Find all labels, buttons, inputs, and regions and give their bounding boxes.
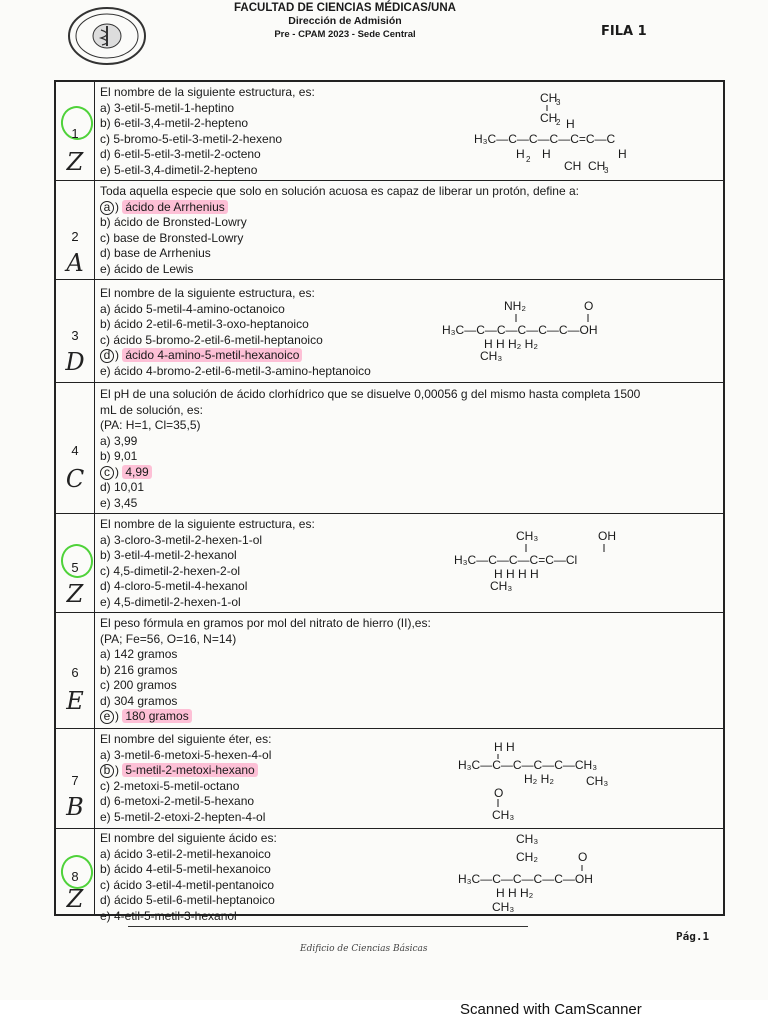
- question-row-2: [56, 180, 723, 279]
- option: e) 5-etil-3,4-dimetil-2-hepteno: [100, 162, 258, 177]
- option: b) 6-etil-3,4-metil-2-hepteno: [100, 116, 249, 130]
- chem-label: H: [566, 117, 575, 131]
- highlighted-answer: 4,99: [122, 465, 151, 479]
- course-title: Pre - CPAM 2023 - Sede Central: [274, 29, 416, 40]
- option: d) 6-etil-5-etil-3-metil-2-octeno: [100, 147, 261, 161]
- chem-main-chain: H₃C—C—C—C—C=C—C: [474, 132, 616, 146]
- question-row-1: [56, 82, 723, 180]
- question-stem: El nombre de la siguiente estructura, es:: [100, 517, 315, 531]
- chem-label: H: [542, 147, 551, 161]
- option: c) ácido 3-etil-4-metil-pentanoico: [100, 877, 275, 892]
- structure-diagram-5: [448, 528, 648, 598]
- question-row-7: [56, 728, 723, 828]
- option: d) base de Arrhenius: [100, 246, 211, 260]
- option-selected: d ) ácido 4-amino-5-metil-hexanoico: [100, 348, 371, 364]
- option: b) ácido 2-etil-6-metil-3-oxo-heptanoico: [100, 317, 309, 331]
- question-stem: El pH de una solución de ácido clorhídrico que se disuelve 0,00056 g del mismo hasta completa 1500: [100, 387, 641, 401]
- option: c) 4,5-dimetil-2-hexen-2-ol: [100, 563, 241, 578]
- question-stem-3: (PA: H=1, Cl=35,5): [100, 418, 201, 432]
- chem-label: 2: [526, 155, 531, 164]
- question-number: 7: [71, 773, 79, 788]
- chem-label: H H H₂: [496, 886, 534, 900]
- chem-label: H: [618, 147, 627, 161]
- structure-diagram-3: [436, 296, 656, 366]
- highlighted-answer: 5-metil-2-metoxi-hexano: [122, 763, 257, 777]
- highlighted-answer: ácido de Arrhenius: [122, 200, 227, 214]
- chem-label: CH₃: [516, 529, 539, 543]
- chem-label: 3: [556, 98, 561, 107]
- option: b) ácido de Bronsted-Lowry: [100, 215, 247, 229]
- option: a) ácido 5-metil-4-amino-octanoico: [100, 301, 285, 316]
- option: d) 6-metoxi-2-metil-5-hexano: [100, 794, 255, 808]
- handwritten-answer: C: [65, 465, 85, 493]
- option-selected: e ) 180 gramos: [100, 709, 431, 725]
- question-stem-2: (PA; Fe=56, O=16, N=14): [100, 631, 237, 646]
- option: d) 304 gramos: [100, 693, 178, 708]
- question-row-3: [56, 279, 723, 382]
- option: d) ácido 5-etil-6-metil-heptanoico: [100, 893, 275, 907]
- question-stem: El nombre del siguiente ácido es:: [100, 831, 277, 845]
- chem-label: CH: [564, 159, 582, 173]
- option: a) 142 gramos: [100, 647, 178, 661]
- option: d) 10,01: [100, 480, 145, 494]
- chem-label: H: [516, 147, 525, 161]
- question-body: [100, 286, 371, 379]
- chem-label: OH: [598, 529, 616, 543]
- answer-circle: e: [100, 710, 114, 724]
- option: a) 3-metil-6-metoxi-5-hexen-4-ol: [100, 747, 272, 762]
- chem-label: H₂ H₂: [524, 772, 554, 786]
- chem-label: O: [584, 299, 594, 313]
- chem-label: CH: [540, 111, 558, 125]
- option: e) 5-metil-2-etoxi-2-hepten-4-ol: [100, 809, 266, 824]
- option: a) 3,99: [100, 433, 138, 448]
- option: a) ácido 3-etil-2-metil-hexanoico: [100, 846, 271, 861]
- structure-diagram-8: [452, 831, 672, 915]
- option: b) 9,01: [100, 449, 138, 463]
- question-body: [100, 517, 315, 610]
- option: e) ácido 4-bromo-2-etil-6-metil-3-amino-heptanoico: [100, 363, 371, 378]
- handwritten-answer: Z: [66, 885, 84, 913]
- question-body: [100, 184, 579, 277]
- option: b) ácido 4-etil-5-metil-hexanoico: [100, 862, 271, 876]
- building-name: Edificio de Ciencias Básicas: [300, 944, 428, 954]
- option: b) 3-etil-4-metil-2-hexanol: [100, 548, 237, 562]
- footer-divider: [128, 926, 528, 927]
- question-stem: El nombre de la siguiente estructura, es:: [100, 85, 315, 99]
- option: c) 200 gramos: [100, 678, 177, 692]
- highlighted-answer: ácido 4-amino-5-metil-hexanoico: [122, 348, 302, 362]
- option: e) ácido de Lewis: [100, 261, 194, 276]
- question-body: [100, 85, 315, 178]
- option-selected: c ) 4,99: [100, 465, 640, 481]
- option-selected: a ) ácido de Arrhenius: [100, 200, 579, 216]
- option: a) 3-cloro-3-metil-2-hexen-1-ol: [100, 532, 263, 547]
- chem-label: CH: [588, 159, 606, 173]
- chem-label: H H H₂ H₂: [484, 337, 538, 351]
- structure-diagram-1: [468, 88, 688, 174]
- answer-circle: c: [100, 466, 114, 480]
- question-row-8: [56, 828, 723, 923]
- question-row-6: [56, 612, 723, 728]
- option: d) 4-cloro-5-metil-4-hexanol: [100, 579, 248, 593]
- row-label: FILA 1: [601, 24, 647, 39]
- question-stem-2: mL de solución, es:: [100, 402, 203, 417]
- chem-label: CH₃: [492, 900, 515, 914]
- option: b) 216 gramos: [100, 662, 178, 677]
- page-number: Pág.1: [676, 930, 710, 943]
- university-seal-logo: [64, 4, 150, 68]
- faculty-title: FACULTAD DE CIENCIAS MÉDICAS/UNA: [234, 2, 456, 14]
- chem-label: CH₃: [586, 774, 609, 788]
- chem-main-chain: H₃C—C—C—C=C—Cl: [454, 553, 578, 567]
- question-row-4: [56, 382, 723, 513]
- scanner-watermark: Scanned with CamScanner: [460, 1001, 642, 1018]
- chem-label: CH₃: [516, 832, 539, 846]
- question-number: 3: [71, 328, 79, 343]
- exam-header: [230, 2, 460, 41]
- answer-circle: a: [100, 201, 114, 215]
- question-number: 8: [71, 869, 79, 884]
- option: c) 2-metoxi-5-metil-octano: [100, 778, 240, 793]
- question-stem: El nombre de la siguiente estructura, es:: [100, 286, 315, 300]
- handwritten-answer: Z: [66, 148, 84, 176]
- chem-label: NH₂: [504, 299, 526, 313]
- option: e) 4-etil-5-metil-3-hexanol: [100, 908, 237, 923]
- highlighted-answer: 180 gramos: [122, 709, 191, 723]
- answer-circle: b: [100, 764, 114, 778]
- chem-main-chain: H₃C—C—C—C—C—C—OH: [442, 323, 598, 337]
- chem-label: CH₃: [480, 349, 503, 363]
- answer-circle: d: [100, 349, 114, 363]
- question-body: [100, 831, 277, 924]
- handwritten-answer: E: [66, 687, 84, 715]
- question-stem: El nombre del siguiente éter, es:: [100, 732, 272, 746]
- handwritten-answer: A: [66, 249, 84, 277]
- handwritten-answer: B: [66, 793, 84, 821]
- chem-main-chain: H₃C—C—C—C—C—CH₃: [458, 758, 598, 772]
- structure-diagram-7: [452, 739, 652, 823]
- option-selected: b ) 5-metil-2-metoxi-hexano: [100, 763, 271, 779]
- option: c) base de Bronsted-Lowry: [100, 230, 244, 245]
- chem-label: 2: [556, 118, 561, 127]
- handwritten-answer: Z: [66, 580, 84, 608]
- chem-label: H H H H: [494, 567, 539, 581]
- chem-label: O: [494, 786, 504, 800]
- question-row-5: [56, 513, 723, 612]
- chem-label: CH₂: [516, 850, 538, 864]
- question-number: 5: [71, 560, 79, 575]
- chem-label: CH: [540, 91, 558, 105]
- question-body: [100, 732, 271, 825]
- option: c) ácido 5-bromo-2-etil-6-metil-heptanoico: [100, 332, 323, 347]
- question-number: 6: [71, 665, 79, 680]
- chem-label: O: [578, 850, 588, 864]
- option: e) 4,5-dimetil-2-hexen-1-ol: [100, 594, 241, 609]
- question-body: [100, 387, 640, 511]
- chem-label: CH₃: [492, 808, 515, 822]
- questions-table: [54, 80, 725, 923]
- chem-label: 3: [604, 166, 609, 174]
- chem-label: CH₃: [490, 579, 513, 593]
- question-stem: Toda aquella especie que solo en solución acuosa es capaz de liberar un protón, define a:: [100, 184, 579, 198]
- option: e) 3,45: [100, 495, 138, 510]
- option: a) 3-etil-5-metil-1-heptino: [100, 100, 235, 115]
- admission-title: Dirección de Admisión: [288, 15, 402, 27]
- question-stem: El peso fórmula en gramos por mol del nitrato de hierro (II),es:: [100, 616, 431, 630]
- question-body: [100, 616, 431, 725]
- handwritten-answer: D: [65, 348, 85, 376]
- question-number: 4: [71, 443, 79, 458]
- option: c) 5-bromo-5-etil-3-metil-2-hexeno: [100, 131, 283, 146]
- question-number: 2: [71, 229, 79, 244]
- question-number: 1: [71, 126, 79, 141]
- chem-label: H H: [494, 740, 515, 754]
- chem-main-chain: H₃C—C—C—C—C—OH: [458, 872, 593, 886]
